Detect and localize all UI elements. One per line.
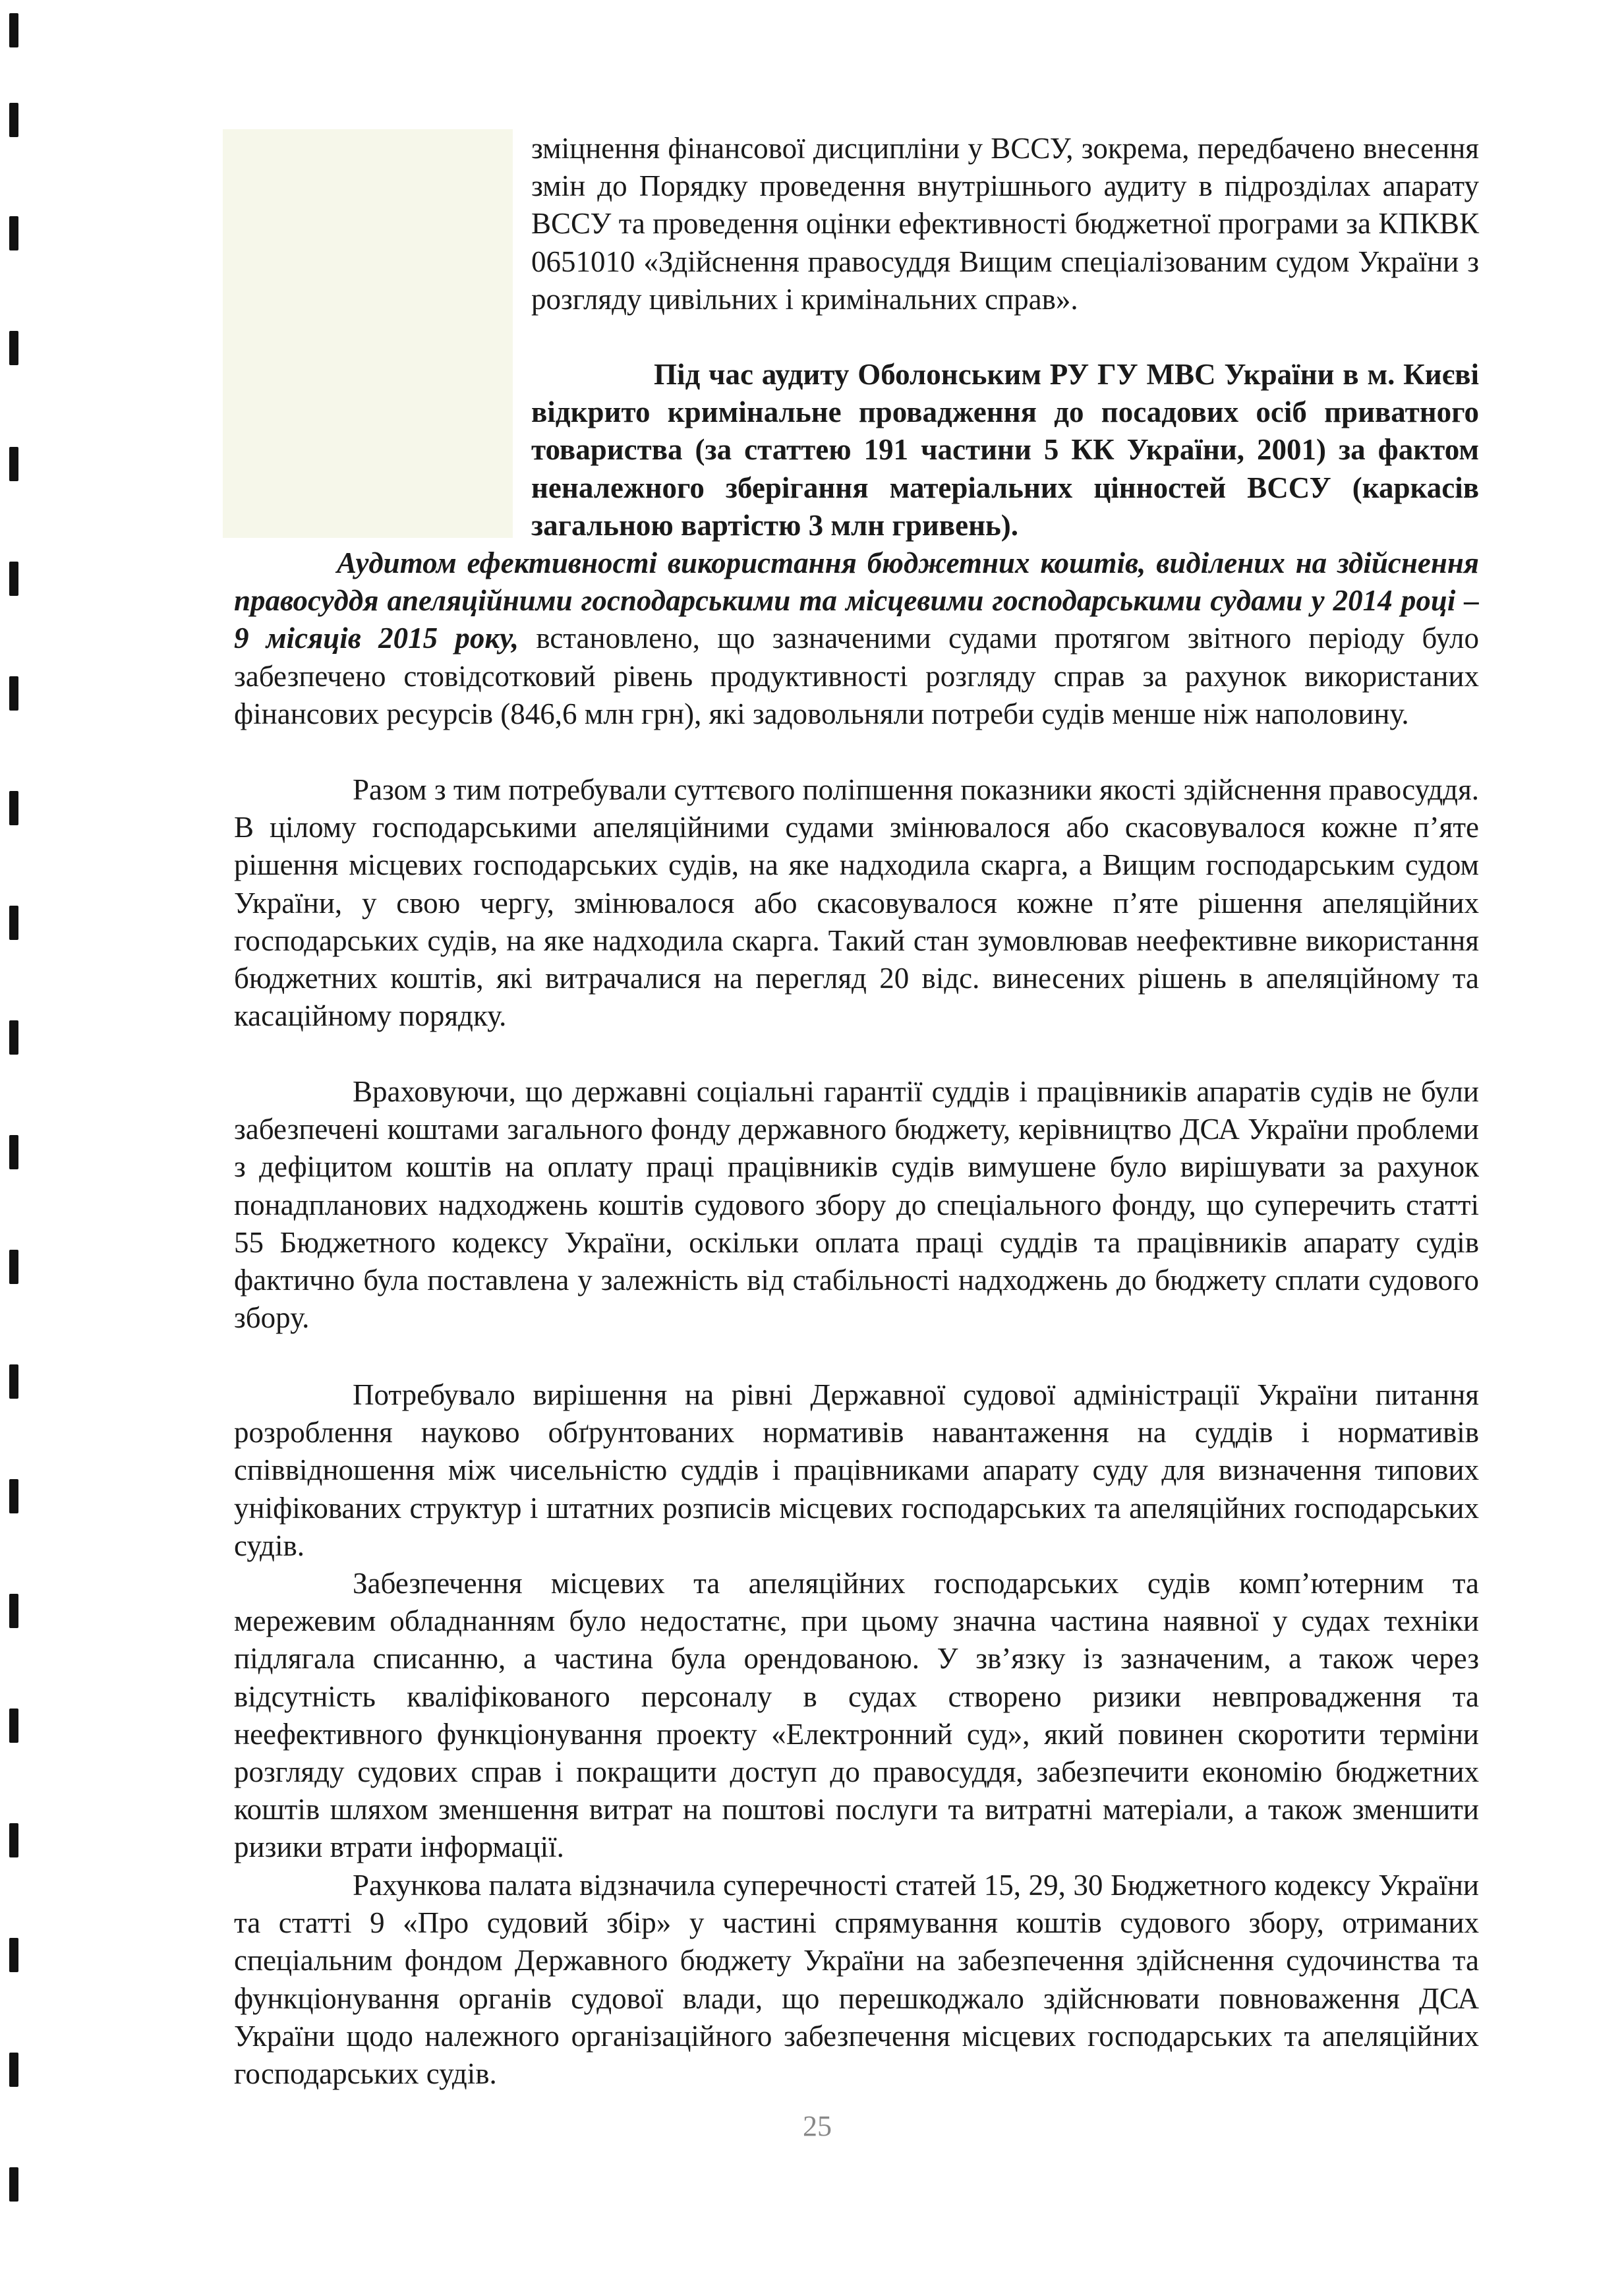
margin-highlight-box: [223, 129, 513, 538]
binding-hole: [9, 562, 18, 596]
binding-hole: [9, 216, 18, 250]
binding-hole: [9, 1594, 18, 1628]
binding-hole: [9, 1708, 18, 1743]
page-number: 25: [803, 2110, 832, 2142]
paragraph-justice-quality: Разом з тим потребували суттєвого поліпшення показники якості здійснення правосуддя. В цілому господарськими апеляційними судами змінювалося або скасовувалося кожне п’яте рішення місцевих господарських судів, на яке надходила скарга, а Вищим господарським судом України, у свою чергу, змінювалося або скасовувалося кожне п’яте рішення апеляційних господарських судів, на яке надходила скарга. Такий стан зумовлював неефективне використання бюджетних коштів, які витрачалися на перегляд 20 відс. винесених рішень в апеляційному та касаційному порядку.: [234, 773, 1480, 1033]
binding-hole: [9, 331, 18, 365]
binding-hole: [9, 447, 18, 481]
paragraph-finance-discipline: зміцнення фінансової дисципліни у ВССУ, зокрема, передбачено внесення змін до Порядку проведення внутрішнього аудиту в підрозділах апарату ВССУ та проведення оцінки ефективності бюджетної програми за КПКВК 0651010 «Здійснення правосуддя Вищим спеціалізованим судом України з розгляду цивільних і кримінальних справ».: [531, 132, 1479, 316]
audit-heading-italic: Аудитом ефективності використання бюджетних коштів, виділених на здійснення правосуддя апеляційними господарськими та місцевими господарськими судами у 2014 році – 9 місяців 2015 року,: [234, 546, 1479, 655]
binding-hole: [9, 1479, 18, 1513]
binding-hole: [9, 13, 18, 47]
binding-hole: [9, 791, 18, 825]
binding-hole: [9, 906, 18, 940]
paragraph-workload-norms: Потребувало вирішення на рівні Державної судової адміністрації України питання розроблення науково обґрунтованих нормативів навантаження на суддів і нормативів співвідношення між чисельністю суддів і працівниками апарату суду для визначення типових уніфікованих структур і штатних розписів місцевих господарських та апеляційних господарських судів.: [234, 1378, 1479, 1562]
paragraph-criminal-case: Під час аудиту Оболонським РУ ГУ МВС України в м. Києві відкрито кримінальне провадження до посадових осіб приватного товариства (за статтею 191 частини 5 КК України, 2001) за фактом неналежного зберігання матеріальних цінностей ВССУ (каркасів загальною вартістю 3 млн гривень).: [531, 358, 1479, 542]
paragraph-accounts-chamber: Рахункова палата відзначила суперечності статей 15, 29, 30 Бюджетного кодексу України та статті 9 «Про судовий збір» у частині спрямування коштів судового збору, отриманих спеціальним фондом Державного бюджету України на забезпечення здійснення судочинства та функціонування органів судової влади, що перешкоджало здійснювати повноваження ДСА України щодо належного організаційного забезпечення місцевих господарських та апеляційних господарських судів.: [234, 1869, 1479, 2091]
binding-hole: [9, 676, 18, 711]
paragraph-audit-summary: [234, 544, 1479, 733]
paragraph-computer-equipment: Забезпечення місцевих та апеляційних господарських судів комп’ютерним та мережевим обладнанням було недостатнє, при цьому значна частина наявної у судах техніки підлягала списанню, а частина була орендованою. У зв’язку із зазначеним, а також через відсутність кваліфікованого персоналу в судах створено ризики невпровадження та неефективного функціонування проекту «Електронний суд», який повинен скоротити терміни розгляду судових справ і покращити доступ до правосуддя, забезпечити економію бюджетних коштів шляхом зменшення витрат на поштові послуги та витратні матеріали, а також зменшити ризики втрати інформації.: [234, 1567, 1479, 1864]
binding-hole: [9, 103, 18, 137]
binding-hole: [9, 1250, 18, 1284]
paragraph-social-guarantees: Враховуючи, що державні соціальні гарантії суддів і працівників апаратів судів не були забезпечені коштами загального фонду державного бюджету, керівництво ДСА України проблеми з дефіцитом коштів на оплату праці працівників судів вимушене було вирішувати за рахунок понадпланових надходжень коштів судового збору до спеціального фонду, що суперечить статті 55 Бюджетного кодексу України, оскільки оплата праці суддів та працівників апарату судів фактично була поставлена у залежність від стабільності надходжень до бюджету сплати судового збору.: [234, 1075, 1479, 1335]
binding-hole: [9, 2167, 18, 2202]
binding-hole: [9, 1364, 18, 1399]
binding-hole: [9, 2053, 18, 2087]
audit-summary-text: встановлено, що зазначеними судами протягом звітного періоду було забезпечено стовідсотковий рівень продуктивності розгляду справ за рахунок використаних фінансових ресурсів (846,6 млн грн), які задовольняли потреби судів менше ніж наполовину.: [234, 622, 1479, 730]
binding-hole: [9, 1020, 18, 1055]
binding-holes: [9, 0, 18, 2278]
binding-hole: [9, 1823, 18, 1857]
binding-hole: [9, 1135, 18, 1169]
binding-hole: [9, 1938, 18, 1972]
